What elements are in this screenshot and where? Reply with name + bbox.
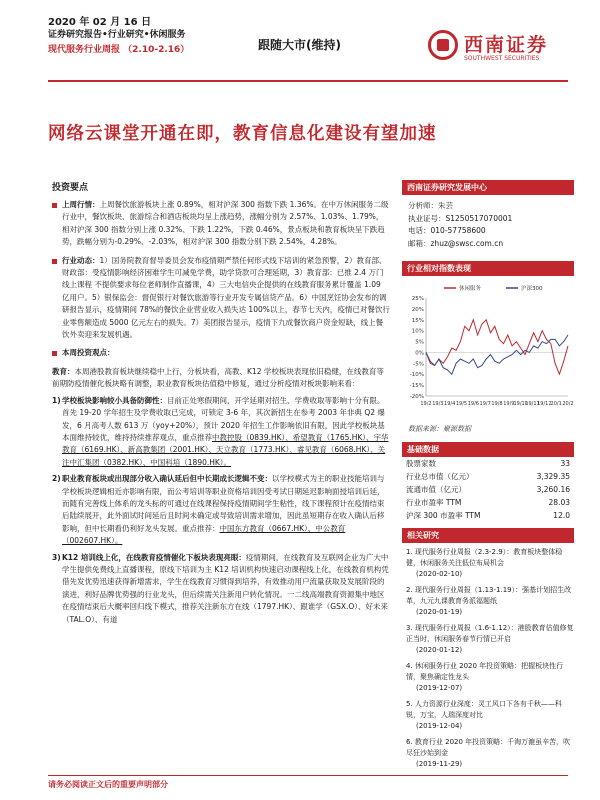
industry-rating: 跟随大市(维持) <box>258 38 341 52</box>
point-2-head: 职业教育板块或出现部分收入确认延后但中长期成长逻辑不变： <box>62 474 272 484</box>
related-title: 4. 休闲服务行业 2020 年投资策略：把握板块性行情，聚焦确定性龙头 <box>406 662 564 681</box>
chart-source: 数据来源：聚源数据 <box>408 425 471 433</box>
point-1-head: 学校板块影响较小具备防御性： <box>62 395 167 405</box>
basic-data-key: 股票家数 <box>406 459 436 468</box>
x-tick-label: 19/3 <box>432 401 444 407</box>
edu-para <box>52 366 390 391</box>
analyst-license: 执业证号：S1250517070001 <box>408 213 513 223</box>
section-title: 投资要点 <box>52 183 89 193</box>
related-item[interactable] <box>406 547 574 580</box>
basic-data-row <box>402 470 574 483</box>
related-date: (2019-12-04) <box>416 722 463 730</box>
left-column <box>52 180 390 630</box>
related-item[interactable] <box>406 585 574 618</box>
y-tick-label: 20% <box>411 306 424 313</box>
analyst-name: 分析师：朱芸 <box>408 201 453 210</box>
x-tick-label: 19/2 <box>420 401 432 407</box>
logo-mark-icon <box>428 30 458 60</box>
legend-label-1: 休闲服务 <box>459 286 482 292</box>
related-title: 6. 教育行业 2020 年投资策略：千淘万漉虽辛苦，吹尽狂沙始到金 <box>406 738 571 757</box>
market-head: 上周行情： <box>62 200 100 209</box>
logo-cn: 西南证券 <box>464 34 549 56</box>
y-tick-label: 15% <box>411 317 424 324</box>
x-tick-label: 19/9 <box>503 401 515 407</box>
legend-label-2: 沪深300 <box>521 286 543 292</box>
logo-en: SOUTHWEST SECURITIES <box>464 55 540 62</box>
related-title: 2. 现代服务行业周报（1.13-1.19）：强基计划招生改革，九元九课教育务派福题纸 <box>406 586 572 605</box>
x-tick-label: 19/8 <box>491 401 503 407</box>
point-1-text: 目前正处寒假期间，开学延期对招生、学费收取等影响十分有限。首先 19-20 学年招生及学费收取已完成，可锁定 3-6 年，其次新招生在参考 2003 年非典 Q2 爆发，6 月高考人数 613 万（yoy+20%），预计 2020 年招生工作影响依旧有限，因此学校板块基本面维持较优，维持持续推荐观点，重点推荐 <box>62 395 385 442</box>
company-logo <box>428 30 568 76</box>
y-tick-label: 0% <box>415 350 424 357</box>
related-title: 5. 人力资源行业深度：灵工风口下各有千秋——科锐，万宝，人瑞深度对比 <box>406 700 562 719</box>
related-date: (2019-11-29) <box>416 760 463 768</box>
point-1-stocks[interactable]: 中教控股（0839.HK）、希望教育（1765.HK）、宇华教育（6169.HK）、新高教集团（2001.HK）、天立教育（1773.HK）、睿见教育（6068.HK）、关注中汇集团（0382.HK）、中国科培（1890.HK）。 <box>62 432 389 467</box>
analyst-email[interactable]: 邮箱：zhuz@swsc.com.cn <box>408 238 504 248</box>
related-date: (2020-01-12) <box>416 646 463 654</box>
views-block <box>52 347 390 359</box>
report-title: 网络云课堂开通在即，教育信息化建设有望加速 <box>48 124 437 144</box>
basic-data-table <box>402 457 574 522</box>
market-block <box>52 199 390 249</box>
related-item[interactable] <box>406 661 574 694</box>
analyst-phone: 电话：010-57758600 <box>408 226 486 235</box>
point-1: 1) 学校板块影响较小具备防御性：目前正处寒假期间，开学延期对招生、学费收取等影响十分有限。首先 19-20 学年招生及学费收取已完成，可锁定 3-6 年，其次新招生在参考 2003 年非典 Q2 爆发，6 月高考人数 613 万（yoy+20%），预计 2020 年招生工作影响依旧有限，因此学校板块基本面维持较优，维持持续推荐观点，重点推荐中教控股（0839.HK）、希望教育（1765.HK）、宇华教育（6169.HK）、新高教集团（2001.HK）、天立教育（1773.HK）、睿见教育（6068.HK）、关注中汇集团（0382.HK）、中国科培（1890.HK）。 <box>52 395 389 467</box>
header-divider <box>48 80 568 82</box>
related-item[interactable] <box>406 623 574 656</box>
edu-head: 教育： <box>52 366 75 376</box>
market-text: 上周餐饮旅游板块上涨 0.89%，相对沪深 300 指数下跌 1.36%。在中万休闲服务二级行业中，餐饮板块、旅游综合和酒店板块均呈上涨趋势，涨幅分别为 2.57%、1.03%、1.79%，相对沪深 300 指数分别上涨 0.32%、下跌 1.22%，下跌 0.46%，景点板块和教育板块呈下跌趋势，跌幅分别为-0.29%、-2.03%，相对沪深 300 指数分别下跌 2.54%，4.28%。 <box>62 200 389 247</box>
series-line-1 <box>426 320 568 374</box>
related-item[interactable] <box>406 737 574 770</box>
y-tick-label: 25% <box>411 296 424 302</box>
related-item[interactable] <box>406 699 574 732</box>
chart-svg <box>402 278 574 420</box>
x-tick-label: 19/5 <box>455 401 468 407</box>
y-tick-label: 10% <box>411 328 424 335</box>
point-2-stocks[interactable]: 中国东方教育（0667.HK）、中公教育（002607.HK）。 <box>62 523 346 546</box>
basic-data-row <box>402 509 574 522</box>
related-research-header: 相关研究 <box>402 528 574 543</box>
basic-data-value: 33 <box>560 459 570 468</box>
x-tick-label: 19/7 <box>479 401 491 407</box>
related-title: 1. 现代服务行业周报（2.3-2.9）：教育板块整体稳健，休闲服务关注低位布局机会 <box>406 548 563 567</box>
y-tick-label: -15% <box>409 383 424 390</box>
y-tick-label: -10% <box>409 372 424 379</box>
x-tick-label: 19/10 <box>513 401 528 407</box>
related-date: (2019-12-07) <box>416 684 463 692</box>
news-block <box>52 255 390 342</box>
related-research-list <box>402 543 574 770</box>
basic-data-key: 沪深 300 市盈率 TTM <box>406 511 481 520</box>
y-tick-label: -20% <box>409 394 424 400</box>
basic-data-value: 12.0 <box>553 511 570 520</box>
point-3-head: K12 培训线上化，在线教育疫情催化下板块表现亮眼： <box>62 552 246 562</box>
weekly-title: 现代服务行业周报 （2.10-2.16） <box>48 45 190 55</box>
news-head: 行业动态： <box>62 255 100 265</box>
basic-data-row <box>402 483 574 496</box>
right-column <box>402 180 574 775</box>
basic-data-key: 流通市值（亿元） <box>406 485 466 494</box>
report-date: 2020 年 02 月 16 日 <box>48 17 152 28</box>
report-header <box>48 16 189 57</box>
basic-data-key: 行业市盈率 TTM <box>406 498 462 507</box>
x-tick-label: 19/11 <box>525 401 540 407</box>
views-head: 本周投资观点： <box>62 348 115 358</box>
edu-text: 本周港股教育板块继续稳中上行，分板块看，高教、K12 学校板块表现依旧稳健，在线教育等前期防疫情催化板块略有调整，职业教育板块估值稳中修复，通过分析疫情对板块影响来看： <box>52 366 384 389</box>
x-tick-label: 20/1 <box>550 401 562 407</box>
disclaimer-footer: 请务必阅读正文后的重要声明部分 <box>48 775 568 790</box>
y-tick-label: 5% <box>415 339 424 346</box>
series-line-2 <box>426 335 568 374</box>
chart-header: 行业相对指数表现 <box>402 261 574 276</box>
news-text: 1）国务院教育督导委员会发布疫情期严禁任何形式线下培训的紧急预警，2）教育部、财政部：受疫情影响经济困难学生可减免学费，助学贷款可合理延期，3）教育部：已推 2.4 万门线上课程 不提供要求每位老师制作直播课，4）三大电信央企提供的在线教育服务累计覆盖 1.09 亿用户。5）银保监会：督促银行对餐饮旅游等行业开发专属信贷产品。6）中国烹饪协会发布的调研报告显示，疫情期间 78%的餐饮企业营业收入损失达 100%以上，春节七天内，疫情已对餐饮行业零售额造成 5000 亿元左右的损失。7）美团报告显示，疫情下九成餐饮商户资金短缺，线上餐饮外卖迎来发展机遇。 <box>62 255 390 340</box>
related-title: 3. 现代服务行业周报（1.6-1.12）：港股教育估值修复正当时，休闲服务春节行情已开启 <box>406 624 574 643</box>
point-2-text: 以学校模式为主的职业技能培训与学校板块逻辑相近亦影响有限，而公考培训等职业资格培训因受考试日期延迟影响面授培训后延，而随有完善线上体系的龙头标的可通过在线课程保持疫情期间学生粘性，线下课程预计在疫情结束后陆续展开，此外面试时间延后且时间未确定或导致培训需求增加，因此虽短期存在收入确认后移影响，但中长期看仍利好龙头发展。重点推荐： <box>62 474 385 533</box>
point-3: 3) K12 培训线上化，在线教育疫情催化下板块表现亮眼：疫情期间，在线教育及互联网企业为广大中学生提供免费线上直播课程，原线下培训为主 K12 培训机构快速启动课程线上化，在线教育机构凭借先发优势迅速获得新增需求，学生在线教育习惯得到培养，有效推动用户流量获取及发展阶段的演进，利好品牌优势强的行业龙头，但后续需关注新用户转化情况。一二线高端教育资源集中地区在疫情结束后大概率回归线下模式，推荐关注新东方在线（1797.HK）、跟谁学（GSX.O）、好未来（TAL.O）、有道 <box>52 552 389 624</box>
related-date: (2020-02-10) <box>416 570 463 578</box>
y-tick-label: -5% <box>413 361 424 368</box>
point-2: 2) 职业教育板块或出现部分收入确认延后但中长期成长逻辑不变：以学校模式为主的职业技能培训与学校板块逻辑相近亦影响有限，而公考培训等职业资格培训因受考试日期延迟影响面授培训后延，而随有完善线上体系的龙头标的可通过在线课程保持疫情期间学生粘性，线下课程预计在疫情结束后陆续展开，此外面试时间延后且时间未确定或导致培训需求增加，因此虽短期存在收入确认后移影响，但中长期看仍利好龙头发展。重点推荐：中国东方教育（0667.HK）、中公教育（002607.HK）。 <box>52 474 385 546</box>
report-type: 证券研究报告•行业研究•休闲服务 <box>48 30 186 40</box>
analyst-info <box>402 195 574 255</box>
basic-data-key: 行业总市值（亿元） <box>406 472 474 481</box>
x-tick-label: 19/6 <box>467 401 479 407</box>
analyst-header: 西南证券研究发展中心 <box>402 180 574 195</box>
basic-data-header: 基础数据 <box>402 442 574 457</box>
basic-data-value: 28.03 <box>548 498 570 507</box>
basic-data-value: 3,260.16 <box>536 485 570 494</box>
relative-index-chart <box>402 278 574 420</box>
x-tick-label: 20/2 <box>562 401 574 407</box>
related-date: (2020-01-19) <box>416 608 463 616</box>
x-tick-label: 19/4 <box>444 401 456 407</box>
basic-data-value: 3,329.35 <box>536 472 570 481</box>
point-3-text: 疫情期间，在线教育及互联网企业为广大中学生提供免费线上直播课程，原线下培训为主 K12 培训机构快速启动课程线上化，在线教育机构凭借先发优势迅速获得新增需求，学生在线教育习惯得到培养，有效推动用户流量获取及发展阶段的演进，利好品牌优势强的行业龙头，但后续需关注新用户转化情况。一二线高端教育资源集中地区在疫情结束后大概率回归线下模式，推荐关注新东方在线（1797.HK）、跟谁学（GSX.O）、好未来（TAL.O）、有道 <box>62 552 389 624</box>
x-tick-label: 19/12 <box>537 401 552 407</box>
basic-data-row <box>402 457 574 470</box>
basic-data-row <box>402 496 574 509</box>
